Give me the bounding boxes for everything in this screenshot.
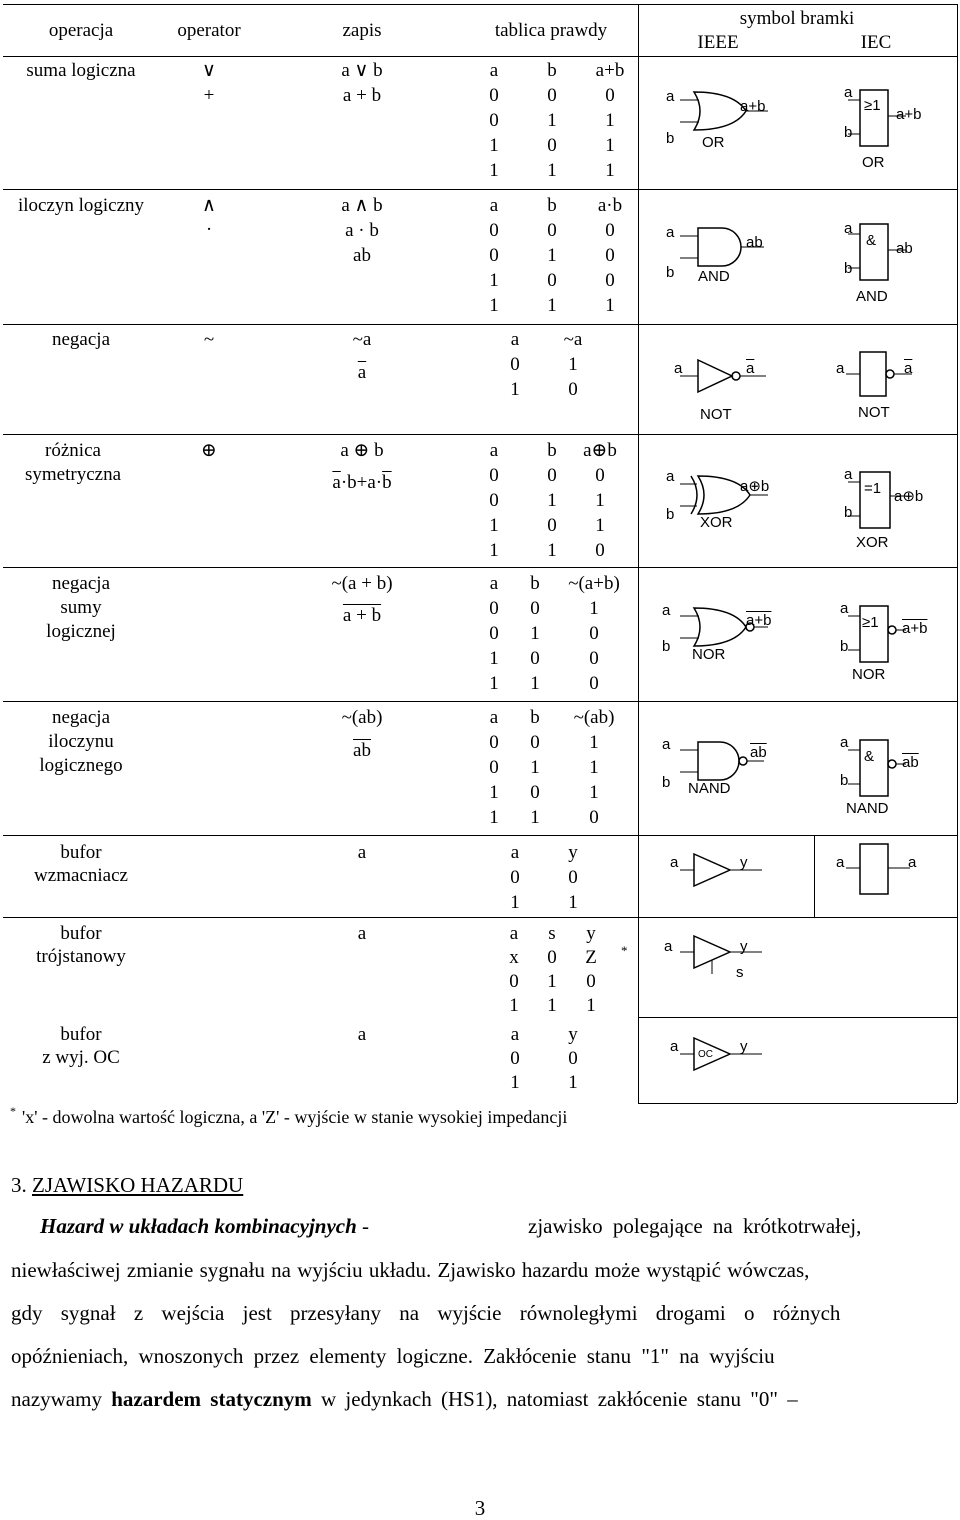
tt-head: b xyxy=(547,440,557,461)
gate-input-b: b xyxy=(840,772,849,789)
row-name: bufor xyxy=(60,923,102,944)
gate-output: a+b xyxy=(896,106,922,123)
tt-cell: 0 xyxy=(547,947,557,968)
notation: $\overline{ab}$ xyxy=(353,740,371,761)
rule xyxy=(638,1017,957,1018)
notation: ~(ab) xyxy=(341,707,383,728)
page-number: 3 xyxy=(474,1496,486,1520)
header-ieee: IEEE xyxy=(697,32,739,53)
tt-cell: 1 xyxy=(489,135,499,156)
tt-cell: 1 xyxy=(605,110,615,131)
section-number: 3. xyxy=(11,1173,27,1197)
gate-input-a: a xyxy=(662,602,671,619)
row-name: negacja xyxy=(51,329,111,350)
tt-cell: 0 xyxy=(605,220,615,241)
tt-cell: 0 xyxy=(489,757,499,778)
tt-cell: 0 xyxy=(547,270,557,291)
tt-cell: 1 xyxy=(547,995,557,1016)
gate-output: a⊕b xyxy=(740,478,770,495)
notation: a xyxy=(357,842,367,863)
rule xyxy=(814,836,815,917)
gate-name: NAND xyxy=(688,780,731,797)
tt-head: a⊕b xyxy=(583,440,617,461)
tt-cell: 1 xyxy=(530,673,540,694)
tt-cell: 0 xyxy=(595,465,605,486)
tt-head: b xyxy=(547,60,557,81)
notation: a xyxy=(357,923,367,944)
gate-name: OR xyxy=(702,134,725,151)
rule xyxy=(3,189,957,190)
gate-name: NOR xyxy=(692,646,726,663)
tt-cell: 0 xyxy=(568,379,578,400)
gate-input-a: a xyxy=(674,360,683,377)
tt-cell: 1 xyxy=(568,1072,578,1093)
operator-symbol: · xyxy=(205,219,213,240)
operator-symbol: ~ xyxy=(203,329,215,350)
notation: $\overline{a}$ xyxy=(357,362,367,383)
tt-cell: 0 xyxy=(589,807,599,828)
tt-cell: 0 xyxy=(489,85,499,106)
tt-head: b xyxy=(530,707,540,728)
tt-cell: 0 xyxy=(489,245,499,266)
not-gate-ieee-icon xyxy=(680,358,770,398)
tt-cell: Z xyxy=(585,947,597,968)
notation: a ⊕ b xyxy=(340,440,384,461)
row-name: różnica xyxy=(45,440,101,461)
tt-cell: 0 xyxy=(530,732,540,753)
gate-input-a: a xyxy=(836,360,845,377)
tt-head: b xyxy=(547,195,557,216)
gate-input-a: a xyxy=(840,600,849,617)
open-collector-buffer-icon xyxy=(680,1036,770,1076)
tristate-buffer-icon xyxy=(680,934,770,978)
tt-cell: 0 xyxy=(510,1048,520,1069)
iec-symbol: =1 xyxy=(864,480,882,497)
tt-cell: 0 xyxy=(547,465,557,486)
tt-cell: 1 xyxy=(489,648,499,669)
iec-symbol: & xyxy=(864,748,875,765)
gate-input-a: a xyxy=(666,88,675,105)
tt-cell: 0 xyxy=(547,220,557,241)
gate-input-a: a xyxy=(670,1038,679,1055)
tt-cell: 1 xyxy=(547,245,557,266)
gate-output: a+b xyxy=(902,620,928,637)
buffer-gate-ieee-icon xyxy=(680,852,770,892)
tt-cell: 1 xyxy=(605,135,615,156)
gate-input-a: a xyxy=(664,938,673,955)
row-name: negacja xyxy=(51,707,111,728)
tt-cell: 0 xyxy=(509,971,519,992)
tt-cell: 1 xyxy=(547,490,557,511)
gate-input-b: b xyxy=(662,774,671,791)
tt-cell: 1 xyxy=(530,623,540,644)
para-line-3: gdy sygnał z wejścia jest przesyłany na wyjście równoległymi drogami o różnych xyxy=(11,1301,841,1325)
tt-cell: 1 xyxy=(510,1072,520,1093)
gate-input-b: b xyxy=(666,130,675,147)
row-name: logicznej xyxy=(46,621,116,642)
operator-symbol: + xyxy=(203,85,215,106)
tt-cell: 1 xyxy=(589,732,599,753)
gate-output: a+b xyxy=(740,98,766,115)
row-name: wzmacniacz xyxy=(34,865,128,886)
gate-name: AND xyxy=(856,288,888,305)
gate-output: y xyxy=(740,938,748,955)
tt-cell: 1 xyxy=(489,515,499,536)
notation: ~(a + b) xyxy=(331,573,393,594)
tt-cell: 1 xyxy=(489,540,499,561)
gate-output: ab xyxy=(746,234,763,251)
rule xyxy=(957,4,958,1103)
tt-cell: 0 xyxy=(489,490,499,511)
rule xyxy=(638,1103,957,1104)
gate-input-b: b xyxy=(840,638,849,655)
para-line-4: opóźnieniach, wnoszonych przez elementy logiczne. Zakłócenie stanu "1" na wyjściu xyxy=(11,1344,775,1368)
tt-head: a xyxy=(510,1024,520,1045)
tt-cell: 1 xyxy=(547,540,557,561)
tt-cell: 0 xyxy=(547,85,557,106)
row-name: symetryczna xyxy=(24,464,122,485)
gate-input-b: b xyxy=(844,124,853,141)
tt-head: y xyxy=(568,842,578,863)
notation: a + b xyxy=(342,85,382,106)
gate-name: OR xyxy=(862,154,885,171)
tt-cell: 1 xyxy=(489,673,499,694)
notation: a · b xyxy=(345,220,379,241)
tt-head: ~(ab) xyxy=(573,707,615,728)
tt-cell: 0 xyxy=(530,782,540,803)
tt-cell: 0 xyxy=(489,598,499,619)
gate-input-a: a xyxy=(670,854,679,871)
row-name: bufor xyxy=(60,1024,102,1045)
tt-head: a+b xyxy=(595,60,625,81)
tt-cell: 1 xyxy=(589,598,599,619)
tt-cell: 1 xyxy=(530,807,540,828)
rule xyxy=(638,4,639,1103)
tt-cell: 1 xyxy=(489,807,499,828)
row-name: bufor xyxy=(60,842,102,863)
gate-input-a: a xyxy=(666,224,675,241)
tt-cell: 1 xyxy=(547,110,557,131)
tt-cell: 0 xyxy=(489,623,499,644)
iec-symbol: & xyxy=(866,232,877,249)
tt-cell: 1 xyxy=(605,295,615,316)
section-title: ZJAWISKO HAZARDU xyxy=(32,1173,244,1197)
gate-output: $\overline{ab}$ xyxy=(750,744,767,761)
row-name: negacja xyxy=(51,573,111,594)
iec-symbol: ≥1 xyxy=(864,97,881,114)
gate-name: NOT xyxy=(700,406,732,423)
tt-cell: 0 xyxy=(605,270,615,291)
tt-cell: 0 xyxy=(589,623,599,644)
tt-cell: 0 xyxy=(530,598,540,619)
para-line-1-lead: Hazard w układach kombinacyjnych - xyxy=(40,1214,370,1238)
tt-cell: 1 xyxy=(568,354,578,375)
notation: ~a xyxy=(352,329,372,350)
tt-cell: 1 xyxy=(589,782,599,803)
tt-cell: 1 xyxy=(547,971,557,992)
gate-input-b: b xyxy=(666,506,675,523)
header-tablica: tablica prawdy xyxy=(494,20,608,41)
gate-output: $\overline{a}$ xyxy=(904,360,913,377)
gate-input-a: a xyxy=(844,220,853,237)
tt-cell: 1 xyxy=(586,995,596,1016)
gate-name: XOR xyxy=(700,514,733,531)
footnote: 'x' - dowolna wartość logiczna, a 'Z' - wyjście w stanie wysokiej impedancji xyxy=(22,1107,568,1127)
tt-cell: 0 xyxy=(489,465,499,486)
notation: a + b xyxy=(342,605,382,626)
gate-input-b: b xyxy=(844,260,853,277)
gate-input-a: a xyxy=(836,854,845,871)
tt-cell: x xyxy=(509,947,519,968)
rule xyxy=(3,567,957,568)
row-name: iloczyn logiczny xyxy=(17,195,145,216)
notation: a ∧ b xyxy=(341,195,383,216)
tt-cell: 1 xyxy=(489,270,499,291)
buffer-gate-iec-icon xyxy=(846,842,916,898)
tt-head: a·b xyxy=(597,195,623,216)
tt-head: y xyxy=(586,923,596,944)
gate-input-a: a xyxy=(840,734,849,751)
row-name: iloczynu xyxy=(48,731,114,752)
tt-cell: 1 xyxy=(489,782,499,803)
gate-output: a+b xyxy=(746,612,772,629)
row-name: suma logiczna xyxy=(26,60,136,81)
nand-gate-iec-icon xyxy=(848,738,908,800)
tt-cell: 1 xyxy=(595,490,605,511)
rule xyxy=(3,917,957,918)
gate-name: XOR xyxy=(856,534,889,551)
tt-head: a xyxy=(489,60,499,81)
rule xyxy=(3,701,957,702)
tt-cell: 1 xyxy=(547,160,557,181)
tt-cell: 0 xyxy=(547,515,557,536)
header-symbol: symbol bramki xyxy=(739,8,855,29)
gate-output: a xyxy=(908,854,917,871)
gate-output: a⊕b xyxy=(894,488,924,505)
tt-cell: 0 xyxy=(586,971,596,992)
tt-cell: 0 xyxy=(489,110,499,131)
gate-input-b: b xyxy=(662,638,671,655)
gate-input-b: b xyxy=(666,264,675,281)
header-operacja: operacja xyxy=(48,20,114,41)
tt-cell: 0 xyxy=(530,648,540,669)
footnote-star: * xyxy=(10,1104,16,1118)
tt-head: a xyxy=(489,707,499,728)
gate-input-a: a xyxy=(666,468,675,485)
tt-cell: 0 xyxy=(589,648,599,669)
para-line-2: niewłaściwej zmianie sygnału na wyjściu układu. Zjawisko hazardu może wystąpić wówczas, xyxy=(11,1258,810,1282)
gate-input-a: a xyxy=(844,466,853,483)
tt-cell: 1 xyxy=(568,892,578,913)
rule xyxy=(3,324,957,325)
tt-cell: 0 xyxy=(489,220,499,241)
footnote-star: * xyxy=(621,943,628,958)
gate-name: NOT xyxy=(858,404,890,421)
tt-head: ~a xyxy=(563,329,583,350)
tt-cell: 0 xyxy=(605,85,615,106)
tt-cell: 0 xyxy=(489,732,499,753)
row-name: z wyj. OC xyxy=(42,1047,120,1068)
rule xyxy=(3,434,957,435)
gate-name: NOR xyxy=(852,666,886,683)
para-line-5: nazywamy hazardem statycznym w jedynkach (HS1), natomiast zakłócenie stanu "0" – xyxy=(11,1387,798,1411)
notation: $\overline{a}\cdot b+a\cdot\overline{b}$ xyxy=(332,472,392,493)
tt-cell: 1 xyxy=(509,995,519,1016)
iec-symbol: ≥1 xyxy=(862,614,879,631)
tt-cell: 1 xyxy=(589,757,599,778)
tt-head: a xyxy=(510,329,520,350)
tt-cell: 1 xyxy=(489,160,499,181)
tt-cell: 1 xyxy=(530,757,540,778)
tt-head: a xyxy=(489,195,499,216)
section-heading xyxy=(11,1172,243,1198)
rule xyxy=(3,56,957,57)
notation: a xyxy=(357,1024,367,1045)
gate-name: NAND xyxy=(846,800,889,817)
tt-head: a xyxy=(489,573,499,594)
oc-mark: OC xyxy=(698,1049,713,1060)
notation: ab xyxy=(353,245,371,266)
tt-cell: 1 xyxy=(595,515,605,536)
gate-input-b: b xyxy=(844,504,853,521)
gate-control-s: s xyxy=(736,964,744,981)
operator-symbol: ∧ xyxy=(202,195,216,216)
gate-input-a: a xyxy=(662,736,671,753)
operator-symbol: ∨ xyxy=(202,60,216,81)
tt-cell: 1 xyxy=(510,379,520,400)
tt-head: a xyxy=(489,440,499,461)
notation: a ∨ b xyxy=(341,60,383,81)
tt-cell: 0 xyxy=(547,135,557,156)
gate-name: AND xyxy=(698,268,730,285)
row-name: trójstanowy xyxy=(36,946,126,967)
tt-cell: 1 xyxy=(605,160,615,181)
row-name: logicznego xyxy=(39,755,123,776)
gate-output: ab xyxy=(896,240,913,257)
tt-cell: 1 xyxy=(547,295,557,316)
tt-cell: 0 xyxy=(568,1048,578,1069)
operator-symbol: ⊕ xyxy=(201,440,217,461)
tt-cell: 0 xyxy=(568,867,578,888)
tt-head: a xyxy=(509,923,519,944)
gate-output: y xyxy=(740,854,748,871)
row-name: sumy xyxy=(60,597,102,618)
tt-cell: 0 xyxy=(605,245,615,266)
tt-cell: 1 xyxy=(510,892,520,913)
tt-head: a xyxy=(510,842,520,863)
tt-head: s xyxy=(548,923,556,944)
tt-cell: 0 xyxy=(510,867,520,888)
gate-output: y xyxy=(740,1038,748,1055)
para-line-1-rest: zjawisko polegające na krótkotrwałej, xyxy=(528,1214,862,1238)
tt-cell: 0 xyxy=(589,673,599,694)
gate-output: $\overline{ab}$ xyxy=(902,754,919,771)
gate-input-a: a xyxy=(844,84,853,101)
gate-output: $\overline{a}$ xyxy=(746,360,755,377)
tt-cell: 0 xyxy=(510,354,520,375)
header-operator: operator xyxy=(177,20,241,41)
tt-cell: 0 xyxy=(595,540,605,561)
tt-head: ~(a+b) xyxy=(568,573,620,594)
header-iec: IEC xyxy=(860,32,892,53)
tt-cell: 1 xyxy=(489,295,499,316)
rule xyxy=(3,4,957,5)
tt-head: b xyxy=(530,573,540,594)
header-zapis: zapis xyxy=(342,20,382,41)
tt-head: y xyxy=(568,1024,578,1045)
